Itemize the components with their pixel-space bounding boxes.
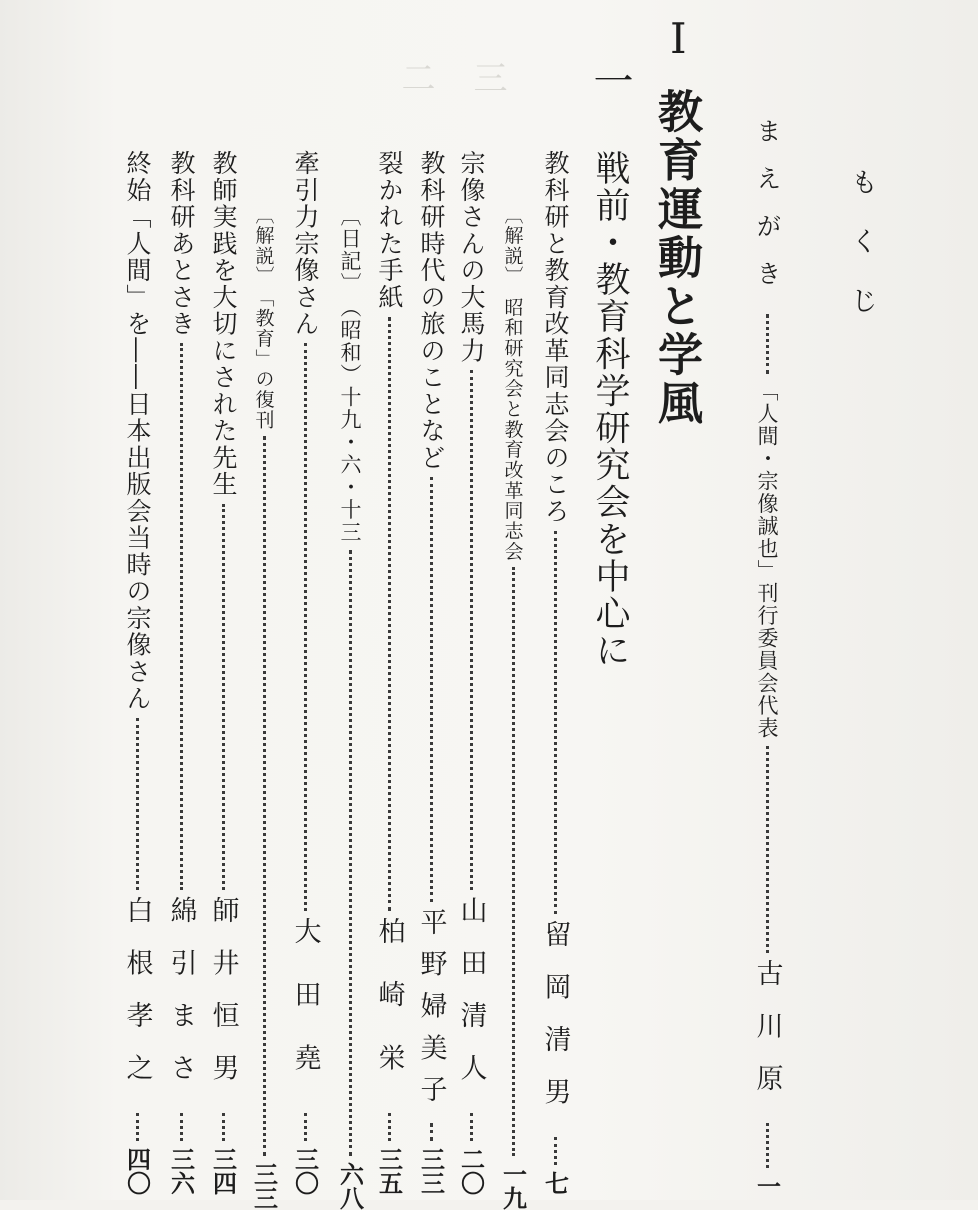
toc-entry[interactable]: [454, 150, 488, 1195]
entry-title: 終始「人間」を――日本出版会当時の宗像さん: [123, 150, 152, 712]
section-number: 二: [395, 60, 435, 97]
toc-entry-note[interactable]: [496, 205, 530, 1210]
toc-entry[interactable]: [164, 150, 198, 1195]
leader-dots: [388, 1113, 391, 1141]
toc-entry[interactable]: [538, 150, 572, 1195]
entry-author: 柏崎栄: [373, 916, 405, 1107]
entry-author: 綿引まさ: [165, 896, 197, 1107]
entry-author: 師井恒男: [207, 896, 239, 1107]
leader-dots: [304, 343, 307, 910]
preface-note: 「人間・宗像誠也」刊行委員会代表: [755, 380, 779, 740]
leader-dots: [470, 1113, 473, 1141]
toc-entry[interactable]: [206, 150, 240, 1195]
leader-dots: [766, 1123, 769, 1168]
leader-dots: [349, 550, 352, 1156]
toc-entry[interactable]: [288, 150, 322, 1195]
toc-entry[interactable]: [414, 150, 448, 1195]
page-number: 三三: [416, 1147, 446, 1195]
page-number: 三〇: [290, 1147, 320, 1195]
page-number: 一九: [498, 1162, 528, 1210]
page-number: 三六: [166, 1147, 196, 1195]
toc-entry[interactable]: [120, 150, 154, 1195]
preface-title: まえがき: [753, 118, 782, 308]
entry-note: 〔日記〕 （昭和）十九・六・十三: [338, 205, 362, 544]
leader-dots: [222, 504, 225, 891]
leader-dots: [554, 1137, 557, 1165]
entry-title: 裂かれた手紙: [375, 150, 404, 311]
page-number: 一: [752, 1174, 782, 1198]
section-title: 戦前・教育科学研究会を中心に: [590, 150, 630, 670]
page-number: 三四: [208, 1147, 238, 1195]
entry-author: 大田堯: [289, 916, 321, 1107]
part-number: I: [670, 14, 690, 63]
leader-dots: [554, 531, 557, 915]
page-number: 七: [540, 1171, 570, 1195]
page-number: 三三: [249, 1162, 279, 1210]
leader-dots: [136, 1113, 139, 1141]
entry-author: 平野婦美子: [415, 907, 447, 1117]
leader-dots: [430, 477, 433, 902]
leader-dots: [180, 343, 183, 890]
leader-dots: [180, 1113, 183, 1141]
bleed-through: [880, 140, 910, 840]
leader-dots: [512, 567, 515, 1156]
entry-note: 〔解説〕 昭和研究会と教育改革同志会: [501, 205, 524, 562]
section-number: 一: [587, 60, 633, 103]
entry-title: 教科研時代の旅のことなど: [417, 150, 446, 471]
page-number: 六八: [335, 1162, 365, 1210]
leader-dots: [304, 1113, 307, 1141]
section-number: 三: [467, 60, 507, 97]
entry-title: 教科研と教育改革同志会のころ: [541, 150, 570, 525]
preface-author: 古川原: [751, 959, 783, 1117]
leader-dots: [766, 746, 769, 954]
page-number: 四〇: [122, 1147, 152, 1195]
leader-dots: [766, 314, 769, 374]
part-title: 教育運動と学風: [650, 88, 703, 429]
entry-note: 〔解説〕 「教育」の復刊: [252, 205, 275, 430]
leader-dots: [222, 1113, 225, 1141]
leader-dots: [388, 317, 391, 911]
entry-title: 宗像さんの大馬力: [457, 150, 486, 364]
leader-dots: [470, 370, 473, 890]
entry-title: 教師実践を大切にされた先生: [209, 150, 238, 498]
leader-dots: [136, 718, 139, 891]
entry-title: 牽引力宗像さん: [291, 150, 320, 338]
toc-entry-note[interactable]: [247, 205, 281, 1210]
toc-entry[interactable]: [372, 150, 406, 1195]
preface-entry[interactable]: [750, 118, 784, 1198]
page-number: 三五: [374, 1147, 404, 1195]
toc-heading: もくじ: [846, 168, 877, 347]
leader-dots: [263, 436, 266, 1156]
entry-author: 留岡清男: [539, 920, 571, 1131]
entry-title: 教科研あとさき: [167, 150, 196, 338]
toc-entry-note[interactable]: [333, 205, 367, 1210]
leader-dots: [430, 1123, 433, 1141]
entry-author: 白根孝之: [121, 896, 153, 1107]
entry-author: 山田清人: [455, 896, 487, 1107]
page-number: 二〇: [456, 1147, 486, 1195]
